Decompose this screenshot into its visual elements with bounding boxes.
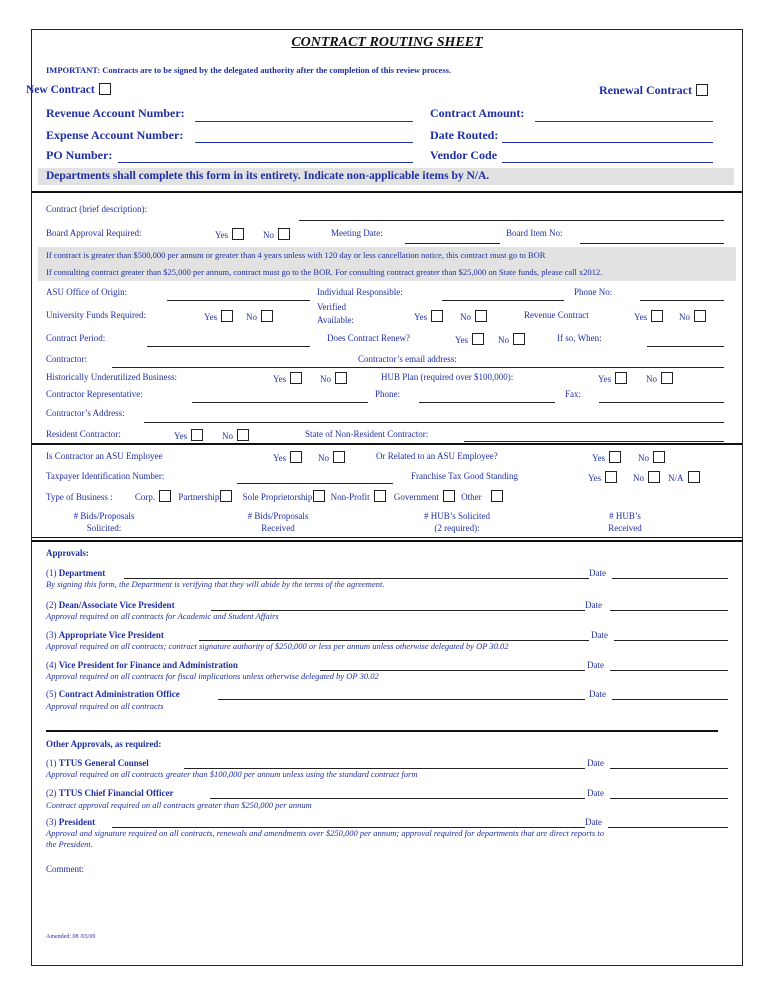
date-label: Date [585,600,602,610]
partnership-checkbox[interactable] [220,490,232,502]
routing-sheet-form [26,29,743,966]
univ-funds-yes-checkbox[interactable] [221,310,233,322]
date-label: Date [587,788,604,798]
other-checkbox[interactable] [491,490,503,502]
approval-row: (4) Vice President for Finance and Administration [46,660,238,670]
resident-no: No [222,429,249,441]
new-contract-checkbox[interactable] [99,83,111,95]
section-divider [32,443,742,445]
approval-note-continued: the President. [46,839,93,849]
new-contract-label: New Contract [26,84,95,96]
asu-employee-no-checkbox[interactable] [333,451,345,463]
verified-label-1: Verified [317,302,346,312]
contract-amount-label: Contract Amount: [430,106,525,120]
taxpayer-id-label: Taxpayer Identification Number: [46,471,165,481]
contractor-address-label: Contractor’s Address: [46,408,125,418]
board-approval-no: No [263,228,290,240]
po-number-field[interactable] [118,162,413,163]
renew-yes: Yes [455,333,484,345]
approval-date-field[interactable] [610,798,728,799]
new-contract-row [26,83,111,96]
individual-responsible-label: Individual Responsible: [317,287,403,297]
corp-checkbox[interactable] [159,490,171,502]
date-routed-field[interactable] [502,142,713,143]
approval-note: Approval required on all contracts greater than $100,000 per annum unless using the standard contract form [46,769,418,779]
approval-note: Approval required on all contracts; contract signature authority of $250,000 or less per annum unless otherwise delegated by OP 30.02 [46,641,509,651]
type-business-row: Type of Business : Corp. Partnership Sole Proprietorship Non-Profit Government Other [46,490,503,502]
related-no-checkbox[interactable] [653,451,665,463]
other-approvals-heading: Other Approvals, as required: [46,739,162,749]
section-divider [32,537,742,538]
resident-no-checkbox[interactable] [237,429,249,441]
board-approval-yes: Yes [215,228,244,240]
office-origin-label: ASU Office of Origin: [46,287,128,297]
government-checkbox[interactable] [443,490,455,502]
amended-date: Amended: 08 /03/09 [46,934,96,940]
date-label: Date [585,817,602,827]
asu-employee-label: Is Contractor an ASU Employee [46,451,163,461]
hubs-received-label-1: # HUB’s [609,511,641,521]
renewal-contract-label: Renewal Contract [599,83,692,97]
sole-prop-checkbox[interactable] [313,490,325,502]
verified-yes: Yes [414,310,443,322]
approval-date-field[interactable] [612,699,728,700]
univ-funds-label: University Funds Required: [46,310,146,320]
renewal-contract-checkbox[interactable] [696,84,708,96]
does-renew-label: Does Contract Renew? [327,333,410,343]
franchise-na: N/A [668,471,700,483]
approvals-heading: Approvals: [46,548,89,558]
state-nonresident-label: State of Non-Resident Contractor: [305,429,429,439]
type-business-label: Type of Business : [46,492,113,502]
univ-funds-no: No [246,310,273,322]
hub-no-checkbox[interactable] [335,372,347,384]
verified-label-2: Available: [317,315,354,325]
phone-label: Phone: [375,389,401,399]
meeting-date-label: Meeting Date: [331,228,383,238]
bor-note-2: If consulting contract greater than $25,000 per annum, contract must go to the BOR. For consulting contract greater than $25,000 on State funds, please call x2012. [46,267,603,277]
fax-field[interactable] [599,402,724,403]
bids-received-label-1: # Bids/Proposals [247,511,309,521]
bor-note-1: If contract is greater than $500,000 per annum or greater than 4 years unless with 120 day or less cancellation notice, this contract must go to BOR [46,250,546,260]
univ-funds-no-checkbox[interactable] [261,310,273,322]
verified-no-checkbox[interactable] [475,310,487,322]
approval-signature-field[interactable] [218,699,585,700]
state-nonresident-field[interactable] [464,441,724,442]
individual-responsible-field[interactable] [442,300,564,301]
revenue-contract-yes: Yes [634,310,663,322]
non-profit-checkbox[interactable] [374,490,386,502]
franchise-tax-label: Franchise Tax Good Standing [411,471,518,481]
date-routed-label: Date Routed: [430,128,499,142]
renew-yes-checkbox[interactable] [472,333,484,345]
resident-yes-checkbox[interactable] [191,429,203,441]
office-origin-field[interactable] [167,300,310,301]
asu-employee-no: No [318,451,345,463]
approval-note: Approval required on all contracts for fiscal implications unless otherwise delegated by OP 30.02 [46,671,379,681]
approval-date-field[interactable] [610,610,728,611]
contract-period-label: Contract Period: [46,333,106,343]
date-label: Date [587,660,604,670]
approval-row: (3) Appropriate Vice President [46,630,164,640]
renewal-contract-row [599,83,708,98]
contract-desc-field[interactable] [299,220,724,221]
contractor-rep-field[interactable] [192,402,368,403]
important-note: IMPORTANT: Contracts are to be signed by the delegated authority after the completion of this review process. [46,65,452,75]
contractor-field[interactable] [112,367,724,368]
approvals-divider [46,730,718,732]
approval-note: Contract approval required on all contracts greater than $250,000 per annum [46,800,312,810]
hub-plan-no: No [646,372,673,384]
resident-yes: Yes [174,429,203,441]
revenue-account-field[interactable] [195,121,413,122]
section-divider [32,191,742,193]
if-so-when-field[interactable] [647,346,724,347]
approval-signature-field[interactable] [210,798,585,799]
asu-employee-yes: Yes [273,451,302,463]
vendor-code-label: Vendor Code [430,148,498,162]
related-asu-label: Or Related to an ASU Employee? [376,451,498,461]
hub-plan-no-checkbox[interactable] [661,372,673,384]
franchise-yes-checkbox[interactable] [605,471,617,483]
verified-no: No [460,310,487,322]
approval-date-field[interactable] [610,768,728,769]
vendor-code-field[interactable] [502,162,713,163]
po-number-label: PO Number: [46,148,113,162]
hubs-solicited-label-2: (2 required): [434,523,480,533]
approval-row: (1) Department [46,568,106,578]
approval-row: (2) TTUS Chief Financial Officer [46,788,174,798]
date-label: Date [591,630,608,640]
hub-no: No [320,372,347,384]
bids-solicited-label-2: Solicited: [86,523,122,533]
date-label: Date [589,568,606,578]
resident-contractor-label: Resident Contractor: [46,429,121,439]
hub-plan-yes: Yes [598,372,627,384]
phone-no-field[interactable] [640,300,724,301]
approval-date-field[interactable] [612,578,728,579]
hub-yes-checkbox[interactable] [290,372,302,384]
approval-row: (3) President [46,817,96,827]
bids-received-label-2: Received [261,523,295,533]
fax-label: Fax: [565,389,582,399]
revenue-account-label: Revenue Account Number: [46,106,185,120]
board-approval-yes-checkbox[interactable] [232,228,244,240]
approval-date-field[interactable] [608,827,728,828]
bids-solicited-label-1: # Bids/Proposals [73,511,135,521]
hub-yes: Yes [273,372,302,384]
comment-label: Comment: [46,864,84,874]
revenue-contract-label: Revenue Contract [524,310,589,320]
instructions-bar: Departments shall complete this form in its entirety. Indicate non-applicable items by N/A. [38,168,734,185]
date-label: Date [587,758,604,768]
hubs-received-label-2: Received [608,523,642,533]
meeting-date-field[interactable] [405,243,500,244]
if-so-when-label: If so, When: [557,333,602,343]
contractor-email-label: Contractor’s email address: [358,354,457,364]
taxpayer-id-field[interactable] [237,483,393,484]
approval-note: Approval required on all contracts for Academic and Student Affairs [46,611,279,621]
franchise-no-checkbox[interactable] [648,471,660,483]
approval-date-field[interactable] [610,670,728,671]
phone-field[interactable] [419,402,555,403]
contract-amount-field[interactable] [535,121,713,122]
franchise-yes: Yes [588,471,617,483]
contract-period-field[interactable] [147,346,310,347]
revenue-contract-yes-checkbox[interactable] [651,310,663,322]
expense-account-label: Expense Account Number: [46,128,184,142]
approval-note: By signing this form, the Department is verifying that they will abide by the terms of the agreement. [46,579,385,589]
board-item-label: Board Item No: [506,228,563,238]
contractor-label: Contractor: [46,354,87,364]
approval-note: Approval required on all contracts [46,701,164,711]
asu-employee-yes-checkbox[interactable] [290,451,302,463]
hubs-solicited-label-1: # HUB’s Solicited [423,511,490,521]
hub-plan-label: HUB Plan (required over $100,000): [381,372,514,382]
contractor-rep-label: Contractor Representative: [46,389,143,399]
board-approval-label: Board Approval Required: [46,228,142,238]
page-title: CONTRACT ROUTING SHEET [291,35,483,50]
related-yes-checkbox[interactable] [609,451,621,463]
related-no: No [638,451,665,463]
related-yes: Yes [592,451,621,463]
approval-date-field[interactable] [614,640,728,641]
approval-row: (5) Contract Administration Office [46,689,180,699]
board-item-field[interactable] [580,243,724,244]
expense-account-field[interactable] [195,142,413,143]
contract-desc-label: Contract (brief description): [46,204,147,214]
approval-note: Approval and signature required on all contracts, renewals and amendments over $250,000 per annum; approval required for departments that are direct reports to [46,828,604,838]
phone-no-label: Phone No: [574,287,613,297]
contractor-address-field[interactable] [144,422,724,423]
hub-plan-yes-checkbox[interactable] [615,372,627,384]
approval-row: (1) TTUS General Counsel [46,758,149,768]
renew-no: No [498,333,525,345]
revenue-contract-no: No [679,310,706,322]
section-divider [32,540,742,542]
date-label: Date [589,689,606,699]
approval-row: (2) Dean/Associate Vice President [46,600,175,610]
franchise-no: No [633,471,660,483]
franchise-na-checkbox[interactable] [688,471,700,483]
renew-no-checkbox[interactable] [513,333,525,345]
univ-funds-yes: Yes [204,310,233,322]
hub-label: Historically Underutilized Business: [46,372,177,382]
revenue-contract-no-checkbox[interactable] [694,310,706,322]
verified-yes-checkbox[interactable] [431,310,443,322]
board-approval-no-checkbox[interactable] [278,228,290,240]
